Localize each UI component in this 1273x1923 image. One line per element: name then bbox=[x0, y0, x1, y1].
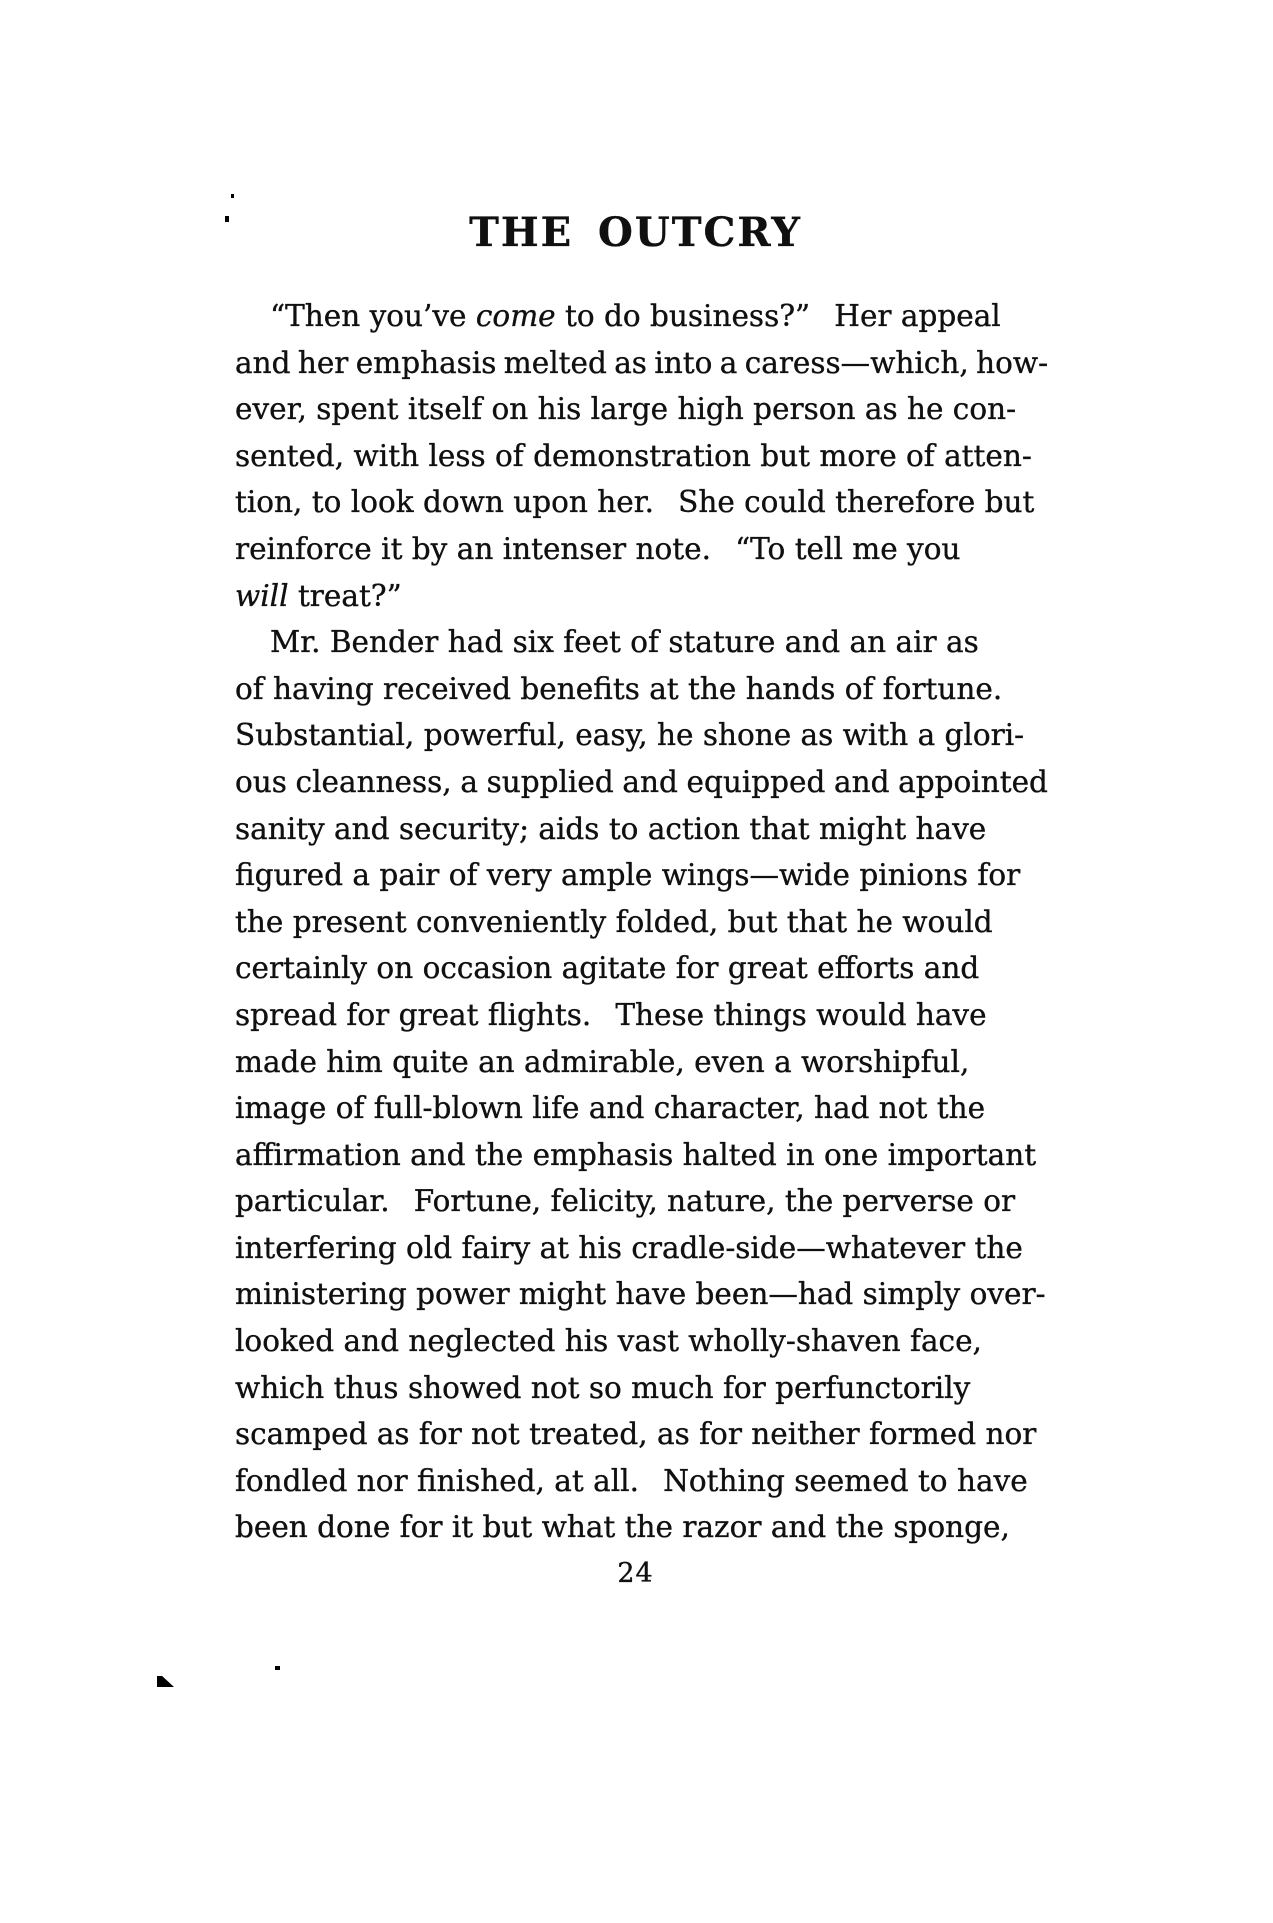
text-line: sanity and security; aids to action that might have bbox=[235, 811, 987, 846]
corner-fold-mark bbox=[157, 1676, 174, 1687]
text-line: the present conveniently folded, but that he would bbox=[235, 904, 993, 939]
text-line: looked and neglected his vast wholly-shaven face, bbox=[235, 1324, 982, 1359]
text-line: made him quite an admirable, even a worshipful, bbox=[235, 1044, 970, 1079]
text-line: Substantial, powerful, easy, he shone as with a glori- bbox=[235, 718, 1025, 753]
text-block bbox=[235, 293, 1048, 1551]
text-line: fondled nor finished, at all. Nothing seemed to have bbox=[235, 1463, 1028, 1498]
text-line: interfering old fairy at his cradle-side—whatever the bbox=[235, 1230, 1023, 1265]
text-line: ever, spent itself on his large high person as he con- bbox=[235, 392, 1017, 427]
page-number: 24 bbox=[617, 1558, 654, 1589]
text-line: been done for it but what the razor and the sponge, bbox=[235, 1510, 1010, 1545]
text-line: figured a pair of very ample wings—wide pinions for bbox=[235, 858, 1021, 893]
text-line: which thus showed not so much for perfunctorily bbox=[235, 1370, 971, 1405]
text-line: reinforce it by an intenser note. “To tell me you bbox=[235, 531, 961, 566]
text-line: ministering power might have been—had simply over- bbox=[235, 1277, 1046, 1312]
text-line: affirmation and the emphasis halted in one important bbox=[235, 1137, 1037, 1172]
text-line: tion, to look down upon her. She could therefore but bbox=[235, 485, 1035, 520]
text-line: sented, with less of demonstration but more of atten- bbox=[235, 438, 1032, 473]
text-line: scamped as for not treated, as for neither formed nor bbox=[235, 1417, 1037, 1452]
text-line: image of full-blown life and character, had not the bbox=[235, 1091, 986, 1126]
text-line: ous cleanness, a supplied and equipped and appointed bbox=[235, 764, 1048, 799]
text-line: spread for great flights. These things would have bbox=[235, 997, 987, 1032]
text-line: particular. Fortune, felicity, nature, the perverse or bbox=[235, 1184, 1016, 1219]
text-line: certainly on occasion agitate for great efforts and bbox=[235, 951, 980, 986]
text-line: Mr. Bender had six feet of stature and an air as bbox=[270, 625, 979, 660]
text-line: and her emphasis melted as into a caress—which, how- bbox=[235, 345, 1049, 380]
italic-word: will bbox=[235, 578, 289, 613]
page-heading: THE OUTCRY bbox=[469, 209, 802, 256]
text-line: of having received benefits at the hands of fortune. bbox=[235, 671, 1003, 706]
italic-word: come bbox=[475, 299, 556, 333]
text-line: will treat?” bbox=[235, 578, 402, 613]
text-line: “Then you’ve come to do business?” Her appeal bbox=[270, 299, 1001, 333]
ink-speck bbox=[231, 194, 234, 198]
ink-speck bbox=[275, 1666, 280, 1670]
